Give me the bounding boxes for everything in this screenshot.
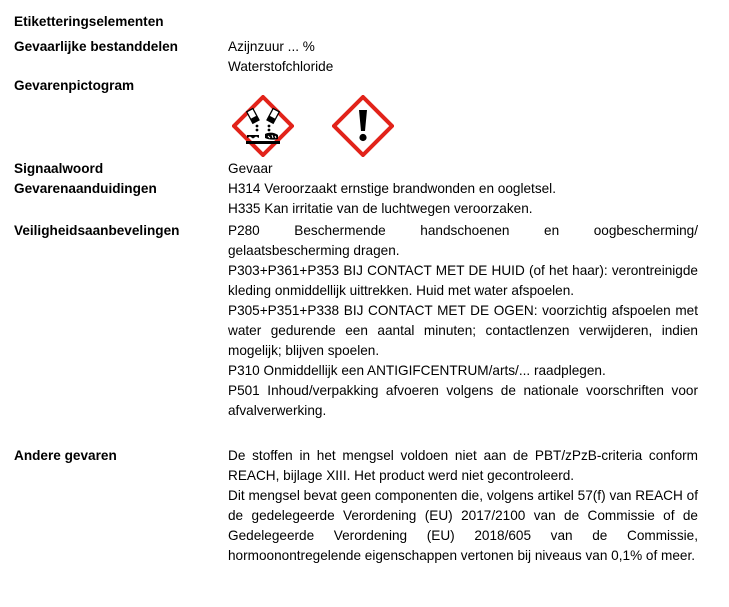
ingredients-label: Gevaarlijke bestanddelen <box>14 39 178 54</box>
signal-word-value: Gevaar <box>228 161 273 176</box>
pictograms-label: Gevarenpictogram <box>14 78 135 93</box>
section-title: Etiketteringselementen <box>14 14 164 29</box>
precautionary-statement: P501 Inhoud/verpakking afvoeren volgens de nationale voorschriften voor afvalverwerking. <box>228 383 698 418</box>
precautionary-statement: P310 Onmiddellijk een ANTIGIFCENTRUM/arts/... raadplegen. <box>228 363 606 378</box>
other-hazards-label: Andere gevaren <box>14 448 117 463</box>
pictogram-row <box>232 95 412 157</box>
other-hazard-text: Dit mengsel bevat geen componenten die, volgens artikel 57(f) van REACH of de gedelegeerde Verordening (EU) 2017/2100 van de Commissie of de Gedelegeerde Verordening (EU) 2018/605 van de Commissie, hormoonontregelende eigenschappen vertonen bij niveaus van 0,1% of meer. <box>228 488 698 563</box>
other-hazards-list <box>228 446 698 566</box>
precautionary-statement: P280 Beschermende handschoenen en oogbescherming/ gelaatsbescherming dragen. <box>228 223 698 258</box>
other-hazard-text: De stoffen in het mengsel voldoen niet aan de PBT/zPzB-criteria conform REACH, bijlage XIII. Het product werd niet gecontroleerd. <box>228 448 698 483</box>
ingredient-item: Waterstofchloride <box>228 59 334 74</box>
hazard-statements-label: Gevarenaanduidingen <box>14 181 157 196</box>
ingredient-item: Azijnzuur ... % <box>228 39 315 54</box>
signal-word-label: Signaalwoord <box>14 161 104 176</box>
exclamation-mark-icon <box>332 95 394 157</box>
hazard-statement: H335 Kan irritatie van de luchtwegen veroorzaken. <box>228 201 533 216</box>
precautionary-statements-label: Veiligheidsaanbevelingen <box>14 223 180 238</box>
ingredients-list <box>228 37 698 77</box>
corrosion-icon <box>232 95 294 157</box>
hazard-statement: H314 Veroorzaakt ernstige brandwonden en oogletsel. <box>228 181 556 196</box>
precautionary-statement: P303+P361+P353 BIJ CONTACT MET DE HUID (of het haar): verontreinigde kleding onmiddellijk uittrekken. Huid met water afspoelen. <box>228 263 698 298</box>
hazard-statements-list <box>228 179 698 219</box>
precautionary-statement: P305+P351+P338 BIJ CONTACT MET DE OGEN: voorzichtig afspoelen met water gedurende een aantal minuten; contactlenzen verwijderen, indien mogelijk; blijven spoelen. <box>228 303 698 358</box>
precautionary-statements-list <box>228 221 698 421</box>
